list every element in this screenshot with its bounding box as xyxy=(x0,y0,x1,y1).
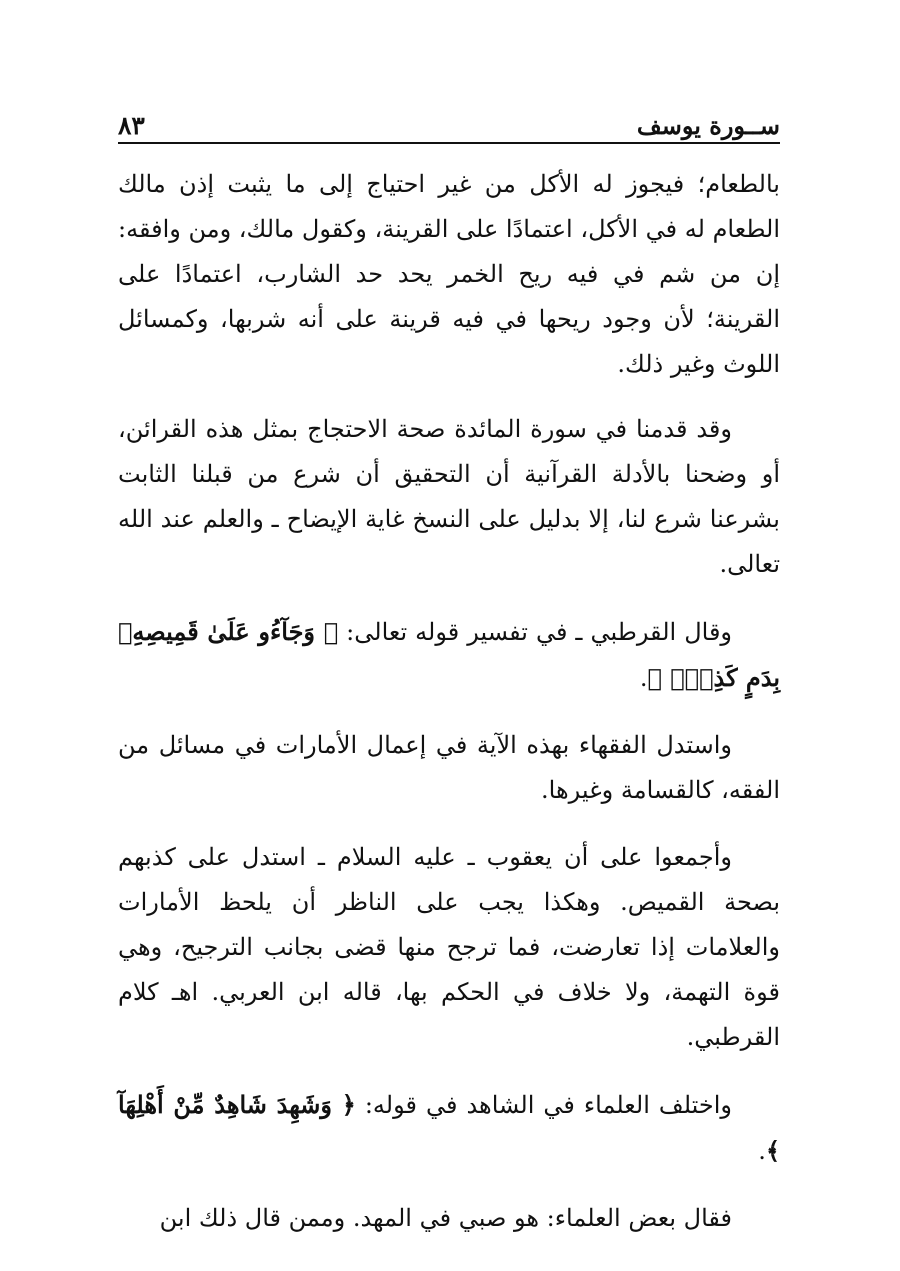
paragraph-continued xyxy=(118,162,780,387)
paragraph-with-quran-quote xyxy=(118,609,780,701)
paragraph-with-quran-quote xyxy=(118,1082,780,1174)
paragraph-text: فقال بعض العلماء: هو صبي في المهد. وممن قال ذلك ابن xyxy=(159,1204,732,1232)
running-header xyxy=(118,100,780,144)
paragraph xyxy=(118,407,780,587)
paragraph-text: . xyxy=(758,1137,766,1165)
paragraph-text: وقد قدمنا في سورة المائدة صحة الاحتجاج بمثل هذه القرائن، أو وضحنا بالأدلة القرآنية أن التحقيق أن شرع من قبلنا الثابت بشرعنا شرع لنا، إلا بدليل على النسخ غاية الإيضاح ـ والعلم عند الله تعالى. xyxy=(118,415,780,578)
book-page xyxy=(118,100,780,1263)
paragraph-text: وقال القرطبي ـ في تفسير قوله تعالى: xyxy=(338,618,733,646)
paragraph xyxy=(118,835,780,1060)
paragraph-text: . xyxy=(639,664,648,692)
paragraph-text: وأجمعوا على أن يعقوب ـ عليه السلام ـ استدل على كذبهم بصحة القميص. وهكذا يجب على الناظر أن يلحظ الأمارات والعلامات إذا تعارضت، فما ترجح منها قضى بجانب الترجيح، وهي قوة التهمة، ولا خلاف في الحكم بها، قاله ابن العربي. اهـ كلام القرطبي. xyxy=(118,843,780,1051)
body-text xyxy=(118,162,780,1241)
paragraph xyxy=(118,723,780,813)
page-number: ٨٣ xyxy=(118,111,145,140)
paragraph-text: واختلف العلماء في الشاهد في قوله: xyxy=(355,1091,733,1119)
paragraph xyxy=(118,1196,780,1241)
paragraph-text: واستدل الفقهاء بهذه الآية في إعمال الأمارات في مسائل من الفقه، كالقسامة وغيرها. xyxy=(118,731,780,804)
quran-verse-quote: ﴿ وَشَهِدَ شَاهِدٌ مِّنْ أَهْلِهَآ ﴾ xyxy=(118,1090,780,1165)
paragraph-text: بالطعام؛ فيجوز له الأكل من غير احتياج إلى ما يثبت إذن مالك الطعام له في الأكل، اعتمادًا على القرينة، وكقول مالك، ومن وافقه: إن من شم في فيه ريح الخمر يحد حد الشارب، اعتمادًا على القرينة؛ لأن وجود ريحها في فيه قرينة على أنه شربها، وكمسائل اللوث وغير ذلك. xyxy=(118,170,780,378)
surah-title: ســورة يوسف xyxy=(636,111,780,140)
quran-verse-quote: ﴿ وَجَآءُو عَلَىٰ قَمِيصِهِۦ بِدَمٍ كَذِبٍۚ ﴾ xyxy=(118,617,780,692)
